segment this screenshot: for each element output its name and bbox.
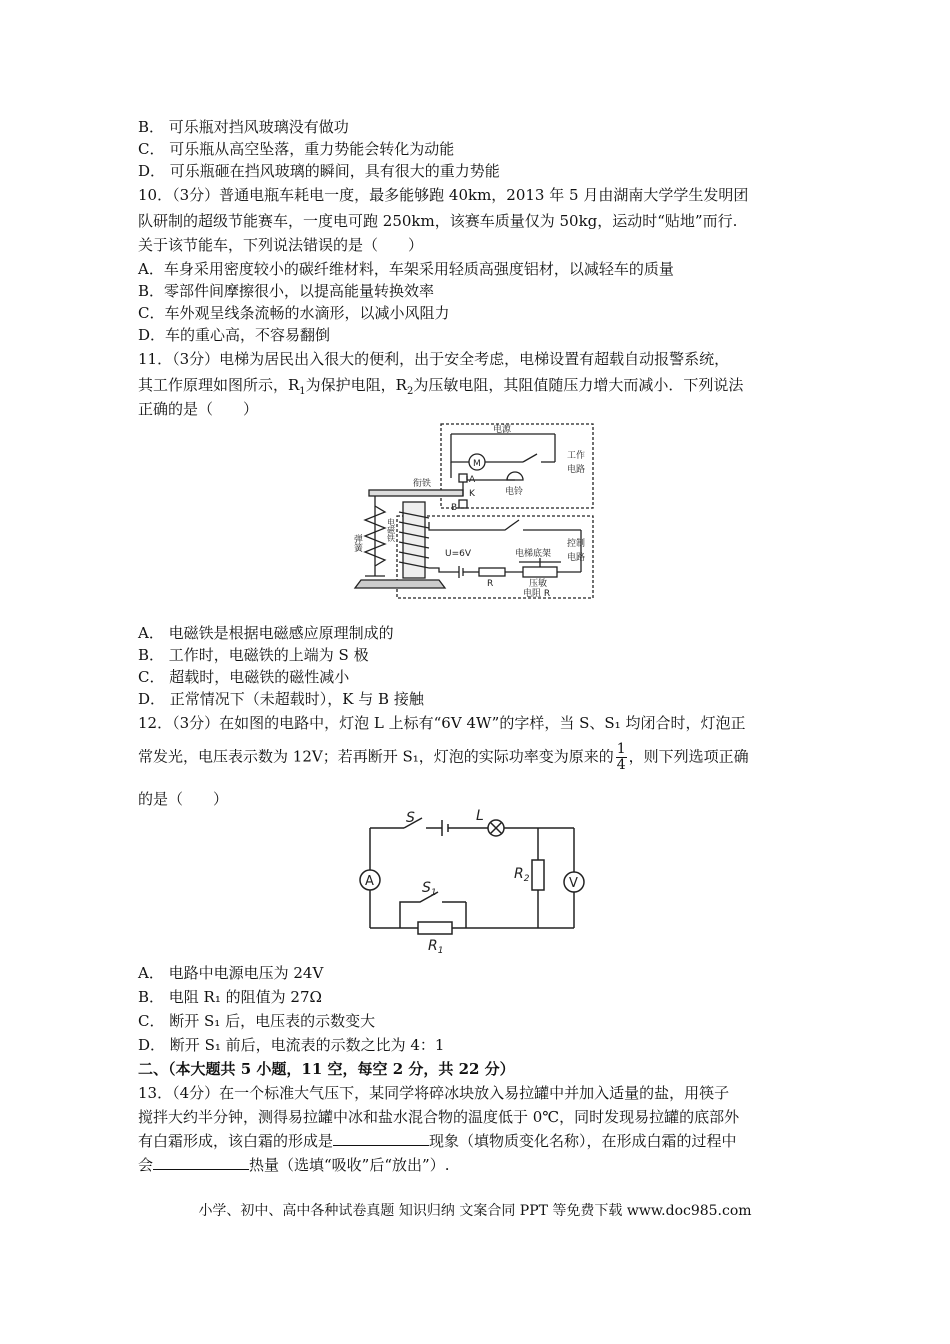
q9-option-d: D． 可乐瓶砸在挡风玻璃的瞬间，具有很大的重力势能 <box>138 162 500 180</box>
fig11-spring-label: 弹簧 <box>352 534 362 552</box>
q10-stem-line3: 关于该节能车，下列说法错误的是（ ） <box>138 236 424 254</box>
q10-option-c: C．车外观呈线条流畅的水滴形，以减小风阻力 <box>138 304 450 322</box>
q12-option-c: C． 断开 S₁ 后，电压表的示数变大 <box>138 1012 376 1030</box>
q11-option-c: C． 超载时，电磁铁的磁性减小 <box>138 668 350 686</box>
q12-option-a: A． 电路中电源电压为 24V <box>138 964 324 982</box>
fig11-pressure-label-2: 电阻 R <box>523 589 551 599</box>
q12-option-b: B． 电阻 R₁ 的阻值为 27Ω <box>138 988 322 1006</box>
fig12-ammeter-label: A <box>365 874 374 889</box>
q11-option-a: A． 电磁铁是根据电磁感应原理制成的 <box>138 624 394 642</box>
q11-option-d: D． 正常情况下（未超载时），K 与 B 接触 <box>138 690 424 708</box>
fig11-r1-label: R <box>487 579 494 589</box>
fig11-control-circuit-label-1: 控制 <box>567 539 586 549</box>
q13-stem-line4: 会 热量（选填“吸收”后“放出”）. <box>138 1156 450 1174</box>
q10-stem-line2: 队研制的超级节能赛车，一度电可跑 250km，该赛车质量仅为 50kg，运动时“贴地”而行. <box>138 212 738 230</box>
fig11-control-circuit-label-2: 电路 <box>567 553 586 563</box>
fig11-contact-a: A <box>469 475 476 485</box>
q11-option-b: B． 工作时，电磁铁的上端为 S 极 <box>138 646 369 664</box>
q10-option-a: A．车身采用密度较小的碳纤维材料，车架采用轻质高强度铝材，以减轻车的质量 <box>138 260 674 278</box>
fig11-voltage-label: U=6V <box>445 549 472 559</box>
fig11-work-circuit-label-2: 电路 <box>567 465 586 475</box>
fig12-r2-label: $R_2$ <box>514 866 530 884</box>
q12-stem-line2: 常发光，电压表示数为 12V；若再断开 S₁，灯泡的实际功率变为原来的 $\frac{1}{4}$ ，则下列选项正确 <box>138 741 749 773</box>
fig11-motor-label: M <box>473 459 481 469</box>
q12-circuit-figure <box>350 808 600 956</box>
q12-stem-line3: 的是（ ） <box>138 790 229 808</box>
fig11-pressure-label-1: 压敏 <box>529 579 548 589</box>
q11-stem-line1: 11．（3分）电梯为居民出入很大的便利，出于安全考虑，电梯设置有超载自动报警系统， <box>138 350 730 368</box>
page-footer: 小学、初中、高中各种试卷真题 知识归纳 文案合同 PPT 等免费下载 www.doc985.com <box>198 1203 752 1219</box>
q13-blank-1[interactable] <box>333 1131 429 1146</box>
fig12-voltmeter-label: V <box>569 876 578 891</box>
fig11-power-label: 电源 <box>493 425 512 435</box>
q12-fraction: $\frac{1}{4}$ <box>616 741 626 773</box>
q11-stem-line3: 正确的是（ ） <box>138 400 259 418</box>
q10-option-b: B．零部件间摩擦很小，以提高能量转换效率 <box>138 282 435 300</box>
q9-option-c: C． 可乐瓶从高空坠落，重力势能会转化为动能 <box>138 140 455 158</box>
q13-stem-line2: 搅拌大约半分钟，测得易拉罐中冰和盐水混合物的温度低于 0℃，同时发现易拉罐的底部外 <box>138 1108 740 1126</box>
fig12-switch-s-label: S <box>406 810 415 826</box>
q11-stem-line2: 其工作原理如图所示，$R_1$为保护电阻，$R_2$为压敏电阻，其阻值随压力增大而减小．下列说法 <box>138 376 744 397</box>
q10-option-d: D．车的重心高，不容易翻倒 <box>138 326 331 344</box>
fig11-armature-label: 衔铁 <box>413 479 432 489</box>
q9-option-b: B． 可乐瓶对挡风玻璃没有做功 <box>138 118 349 136</box>
q12-option-d: D． 断开 S₁ 前后，电流表的示数之比为 4：1 <box>138 1036 445 1054</box>
fig11-work-circuit-label-1: 工作 <box>567 451 586 461</box>
fig11-contact-k: K <box>469 489 475 499</box>
section-2-title: 二、（本大题共 5 小题，11 空，每空 2 分，共 22 分） <box>138 1060 515 1078</box>
q12-stem-line1: 12．（3分）在如图的电路中，灯泡 L 上标有“6V 4W”的字样，当 S、S₁ 均闭合时，灯泡正 <box>138 714 746 732</box>
q13-stem-line3: 有白霜形成，该白霜的形成是 现象（填物质变化名称），在形成白霜的过程中 <box>138 1132 737 1150</box>
q13-blank-2[interactable] <box>153 1155 249 1170</box>
fig12-lamp-label: L <box>476 808 484 824</box>
q13-stem-line1: 13．（4分）在一个标准大气压下，某同学将碎冰块放入易拉罐中并加入适量的盐，用筷子 <box>138 1084 730 1102</box>
q11-elevator-circuit-figure <box>352 422 595 602</box>
fig12-switch-s1-label: $S_1$ <box>422 880 437 898</box>
fig12-r1-label: $R_1$ <box>428 938 444 956</box>
fig11-contact-b: B <box>451 503 458 513</box>
fig11-electromagnet-label: 电磁铁 <box>386 518 396 542</box>
fig11-elevator-floor-label: 电梯底架 <box>515 549 552 559</box>
q10-stem-line1: 10．（3分）普通电瓶车耗电一度，最多能够跑 40km，2013 年 5 月由湖南大学学生发明团 <box>138 186 749 204</box>
fig11-bell-label: 电铃 <box>505 487 524 497</box>
